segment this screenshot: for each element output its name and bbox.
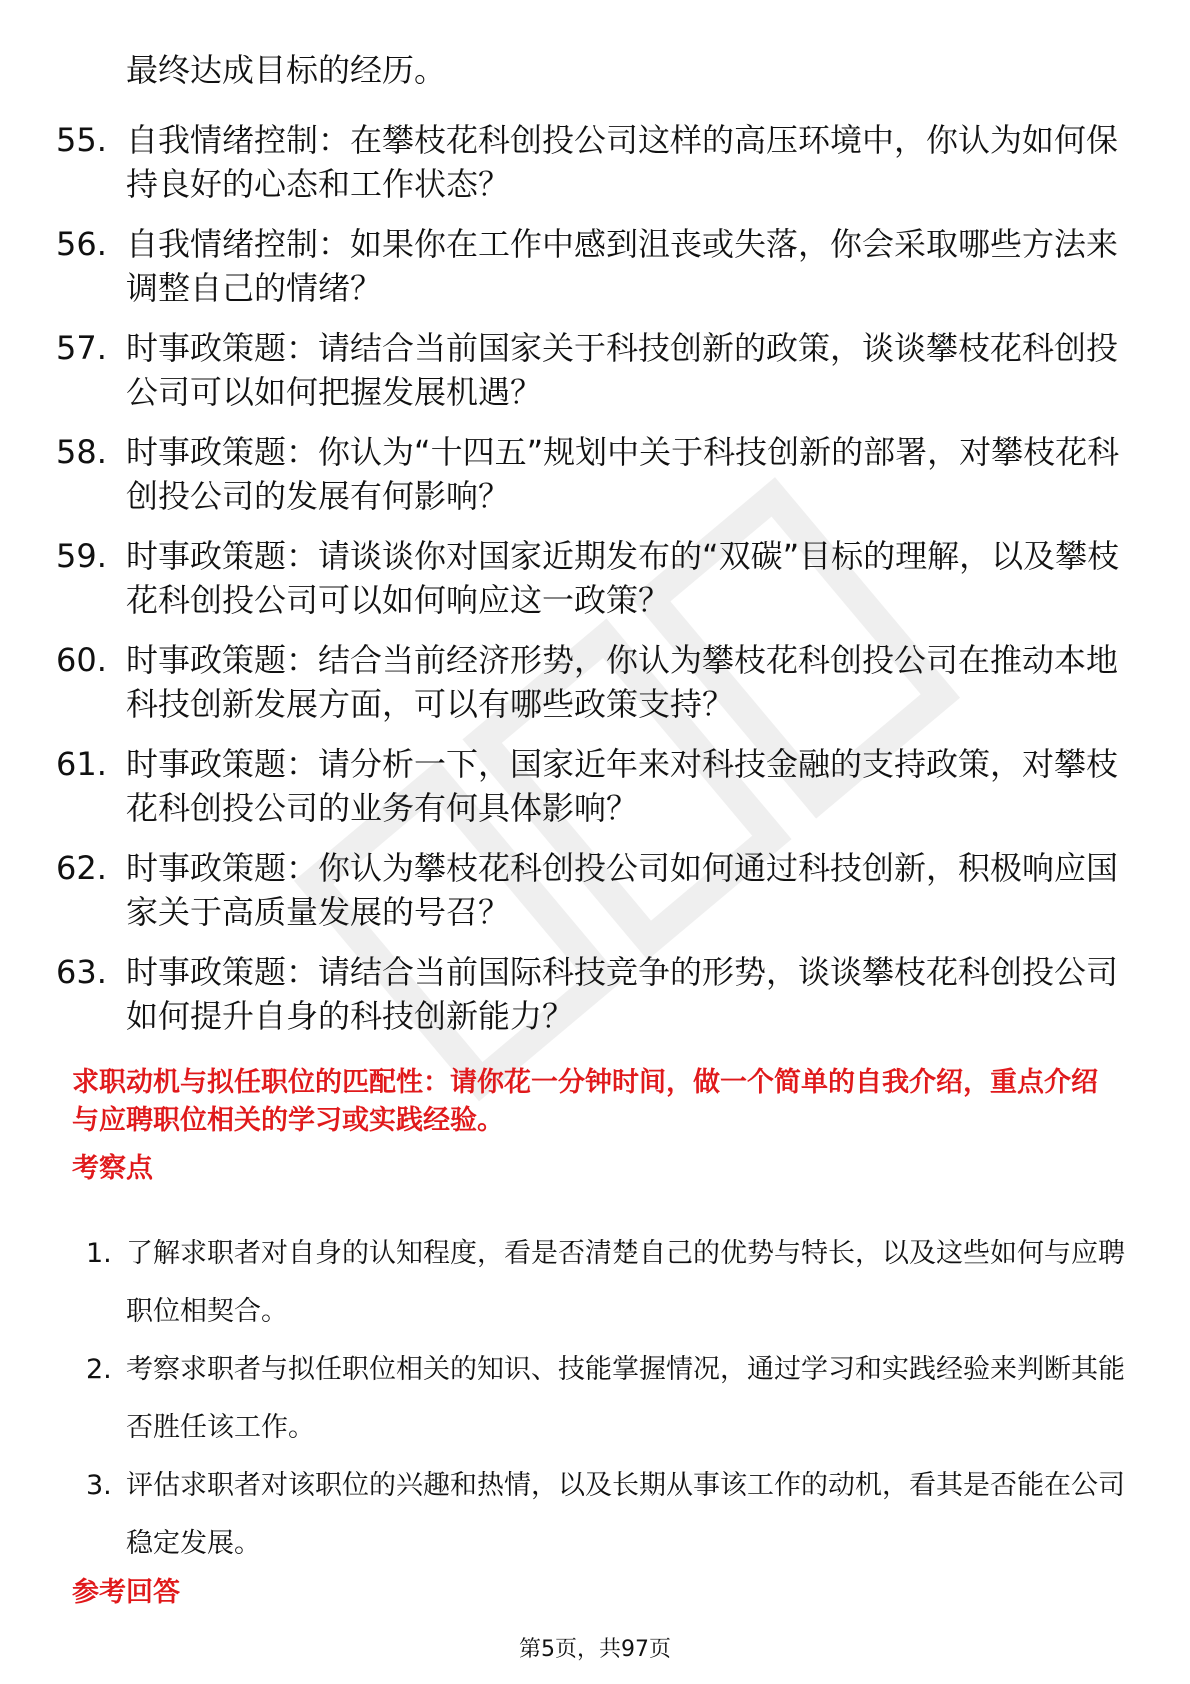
list-item [56,846,1136,934]
item-text: 时事政策题：请结合当前国家关于科技创新的政策，谈谈攀枝花科创投公司可以如何把握发展机遇？ [126,329,1119,411]
focus-label: 考察点 [72,1153,153,1184]
item-number: 55. [56,121,107,159]
section-heading: 求职动机与拟任职位的匹配性：请你花一分钟时间，做一个简单的自我介绍，重点介绍与应聘职位相关的学习或实践经验。 [72,1067,1098,1136]
list-item [86,1457,1126,1573]
item-text: 自我情绪控制：在攀枝花科创投公司这样的高压环境中，你认为如何保持良好的心态和工作状态？ [126,121,1119,203]
item-number: 3. [86,1470,112,1501]
question-list [56,118,1136,1054]
list-item [56,742,1136,830]
list-item [56,430,1136,518]
item-number: 63. [56,953,107,991]
focus-points-list [86,1225,1126,1573]
list-item [56,638,1136,726]
page-footer: 第5页，共97页 [519,1637,671,1662]
item-text: 考察求职者与拟任职位相关的知识、技能掌握情况，通过学习和实践经验来判断其能否胜任该工作。 [126,1354,1125,1443]
list-item [86,1341,1126,1457]
list-item [56,950,1136,1038]
item-text: 时事政策题：请谈谈你对国家近期发布的“双碳”目标的理解，以及攀枝花科创投公司可以如何响应这一政策？ [126,537,1120,619]
item-number: 60. [56,641,107,679]
list-item [56,118,1136,206]
item-text: 时事政策题：你认为“十四五”规划中关于科技创新的部署，对攀枝花科创投公司的发展有何影响？ [126,433,1120,515]
item-number: 56. [56,225,107,263]
list-item [56,326,1136,414]
continued-text: 最终达成目标的经历。 [126,51,447,89]
item-text: 时事政策题：请分析一下，国家近年来对科技金融的支持政策，对攀枝花科创投公司的业务有何具体影响？ [126,745,1119,827]
item-text: 评估求职者对该职位的兴趣和热情，以及长期从事该工作的动机，看其是否能在公司稳定发展。 [126,1470,1125,1559]
item-text: 时事政策题：结合当前经济形势，你认为攀枝花科创投公司在推动本地科技创新发展方面，可以有哪些政策支持？ [126,641,1119,723]
item-text: 了解求职者对自身的认知程度，看是否清楚自己的优势与特长，以及这些如何与应聘职位相契合。 [126,1238,1125,1327]
item-number: 57. [56,329,107,367]
item-text: 时事政策题：请结合当前国际科技竞争的形势，谈谈攀枝花科创投公司如何提升自身的科技创新能力？ [126,953,1119,1035]
item-number: 61. [56,745,107,783]
item-number: 1. [86,1238,112,1269]
item-number: 59. [56,537,107,575]
item-text: 自我情绪控制：如果你在工作中感到沮丧或失落，你会采取哪些方法来调整自己的情绪？ [126,225,1119,307]
list-item [56,222,1136,310]
answer-label: 参考回答 [72,1577,180,1608]
item-number: 58. [56,433,107,471]
item-number: 62. [56,849,107,887]
item-number: 2. [86,1354,112,1385]
list-item [56,534,1136,622]
item-text: 时事政策题：你认为攀枝花科创投公司如何通过科技创新，积极响应国家关于高质量发展的号召？ [126,849,1119,931]
list-item [86,1225,1126,1341]
